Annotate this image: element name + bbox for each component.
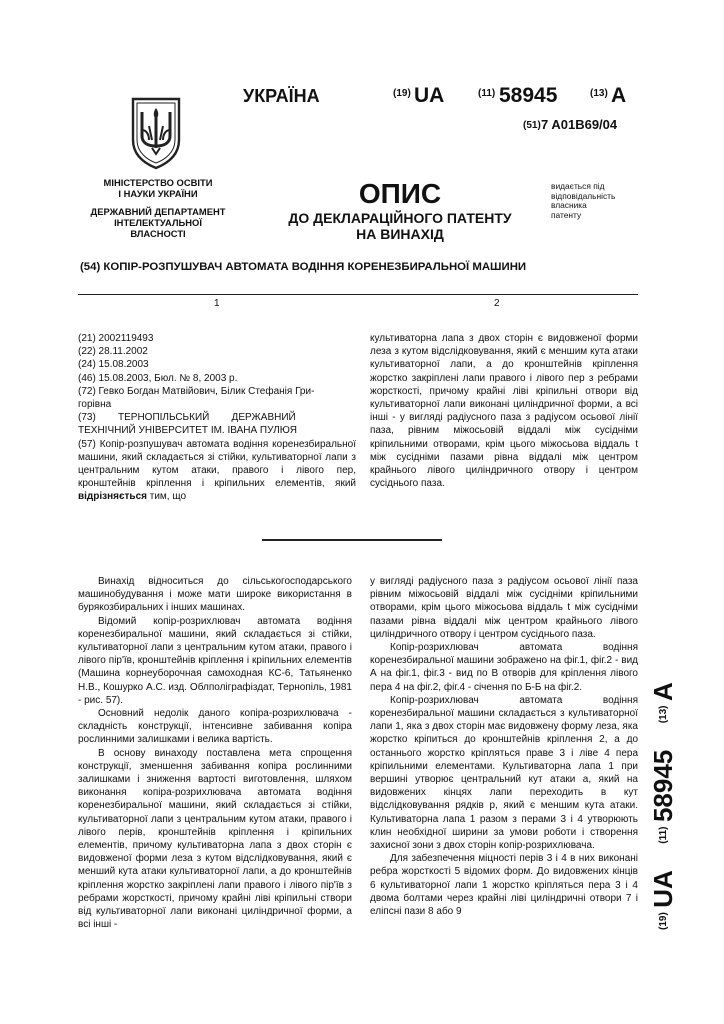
column-number-2: 2 xyxy=(494,298,500,309)
description-left-column xyxy=(78,575,352,931)
paragraph: В основу винаходу поставлена мета спрощення конструкції, зменшення забивання копіра рослинними залишками і зниження вартості виготовлення, шляхом виконання копіра-розрихлювача автомата водіння коренезбиральної машини, який складається зі стійки, культиваторної лапи з центральним кутом атаки, правого і лівого перів, кронштейнів кріплення і кріпильних елементів, причому культиваторна лапа з двох сторін є видовженої форми леза з кутом відслідковування, який є менший кута атаки культиваторної лапи, а до кронштейнів кріплення жорстко закріплені лапи правого і лівого пір'їв з ребрами жорсткості, причому крайні ліві кріпильні створи від культиваторної лапи виконані циліндричної форми, а всі інші - xyxy=(78,747,352,931)
column-number-1: 1 xyxy=(214,298,220,309)
claim-continued: культиваторна лапа з двох сторін є видовженої форми леза з кутом відслідковування, який є меншим кута атаки культиваторної лапи, а до кронштейнів кріплення жорстко закріплені лапи правого і лівого пер з ребрами жорсткості, причому крайні ліві кріпильні отвори від культиваторної лапи виконані циліндричної форми, а всі інші - у вигляді радіусного паза з радіусом осьової лінії паза, рівним міжосьовій віддалі між сусідніми кріпильними отворами, крім цього міжосьова віддаль t між сусідніми пазами рівна віддалі між центром крайнього лівого циліндричного отвору і центром сусіднього паза. xyxy=(370,333,638,490)
issuance-note: видається під відповідальність власника патенту xyxy=(551,181,616,220)
description-right-column xyxy=(370,575,638,918)
paragraph: Основний недолік даного копіра-розрихлювача - складність конструкції, інтенсивне забивання копіра рослинними залишками і велика вартість. xyxy=(78,708,352,746)
ministry-name: МІНІСТЕРСТВО ОСВІТИ І НАУКИ УКРАЇНИ xyxy=(103,177,213,199)
invention-title: (54) КОПІР-РОЗПУШУВАЧ АВТОМАТА ВОДІННЯ КОРЕНЕЗБИРАЛЬНОЇ МАШИНИ xyxy=(80,261,527,273)
document-title: ОПИС xyxy=(358,178,442,209)
code-11-label: (11) xyxy=(478,88,496,99)
patent-number: 58945 xyxy=(499,84,558,107)
ipc-label: (51) xyxy=(523,120,541,131)
side-patent-stamp: (19) UA (11) 58945 (13) A xyxy=(648,682,678,930)
document-subtitle: ДО ДЕКЛАРАЦІЙНОГО ПАТЕНТУ НА ВИНАХІД xyxy=(288,210,512,242)
document-kind: A xyxy=(611,84,627,107)
paragraph: Відомий копір-розрихлювач автомата водіння коренезбиральної машини, який складається зі стійки, культиваторної лапи з центральним кутом атаки, правого і лівого пір'їв, кронштейнів кріплення і кріпильних елементів (Машина корнеуборочная самоходная КС-6, Татьяненко Н.В., Кошурко А.С. изд. Облполіграфіздат, Тернопіль, 1981 - рис. 57). xyxy=(78,615,352,706)
header-rule xyxy=(78,294,638,295)
country-code: UA xyxy=(414,84,445,107)
paragraph: у вигляді радіусного паза з радіусом осьової лінії паза рівним міжосьовій віддалі між сусідніми кріпильними отворами, крім цього міжосьова віддаль t між сусідніми пазами рівна віддалі між центром крайнього лівого циліндричного отвору і центром сусіднього паза. xyxy=(370,576,638,640)
department-name: ДЕРЖАВНИЙ ДЕПАРТАМЕНТ ІНТЕЛЕКТУАЛЬНОЇ ВЛАСНОСТІ xyxy=(90,206,226,239)
section-separator xyxy=(262,539,442,541)
paragraph: Копір-розрихлювач автомата водіння коренезбиральної машини зображено на фіг.1, фіг.2 - вид А на фіг.1, фіг.3 - вид по В отворів для кріплення лівого пера 4 на фіг.2, фіг.4 - січення по Б-Б на фіг.2. xyxy=(370,642,638,693)
claim-text: (57) Копір-розпушувач автомата водіння коренезбиральної машини, який складається зі стійки, культиваторної лапи з центральним кутом атаки, правого і лівого пер, кронштейнів кріплення і кріпильних елементів, який відрізняється тим, що xyxy=(78,438,356,503)
paragraph: Для забезпечення міцності перів 3 і 4 в них виконані ребра жорсткості 5 відомих форм. До видовжених кінців 6 культиваторної лапи 1 жорстко кріпляться пера 3 і 4 двома болтами через крайні ліві циліндричні отвори 7 і еліпсні пази 8 або 9 xyxy=(370,853,638,918)
paragraph: Винахід відноситься до сільськогосподарського машинобудування і може мати широке використання в бурякозбиральних і інших машинах. xyxy=(78,576,352,614)
country-name: УКРАЇНА xyxy=(243,86,320,106)
code-19-label: (19) xyxy=(393,88,411,99)
bibliographic-data: (21) 2002119493 (22) 28.11.2002 (24) 15.08.2003 (46) 15.08.2003, Бюл. № 8, 2003 р. (72) Гевко Богдан Матвійович, Білик Стефанія Гри- горівна (73) ТЕРНОПІЛЬСЬКИЙ ДЕРЖАВНИЙ ТЕХНІЧНИЙ УНІВЕРСИТЕТ ІМ. ІВАНА ПУЛЮЯ (57) Копір-розпушувач автомата водіння коренезбиральної машини, який складається зі стійки, культиваторної лапи з центральним кутом атаки, правого і лівого пер, кронштейнів кріплення і кріпильних елементів, який відрізняється тим, що xyxy=(78,333,356,503)
ipc-class: 7 A01B69/04 xyxy=(541,117,618,132)
paragraph: Копір-розрихлювач автомата водіння коренезбиральної машини складається з культиваторної лапи 1, яка з двох сторін має видовжену форму леза, яка жорстко кріпиться до кронштейнів кріплення 2, а до останнього жорстко кріпляться праве 3 і ліве 4 пера кріпильними елементами. Культиваторна лапа 1 при вершині утворює центральний кут атаки а, який на видовжених кінцях лапи переходить в кут відслідковування рядків р, який є меншим кута атаки. Культиваторна лапа 1 разом з перами 3 і 4 утворюють клин необхідної ширини за умови роботи і створення захисної зони з двох сторін копір-розрихлювача. xyxy=(370,694,638,852)
code-13-label: (13) xyxy=(590,88,608,99)
trident-coat-of-arms-icon xyxy=(130,96,182,170)
